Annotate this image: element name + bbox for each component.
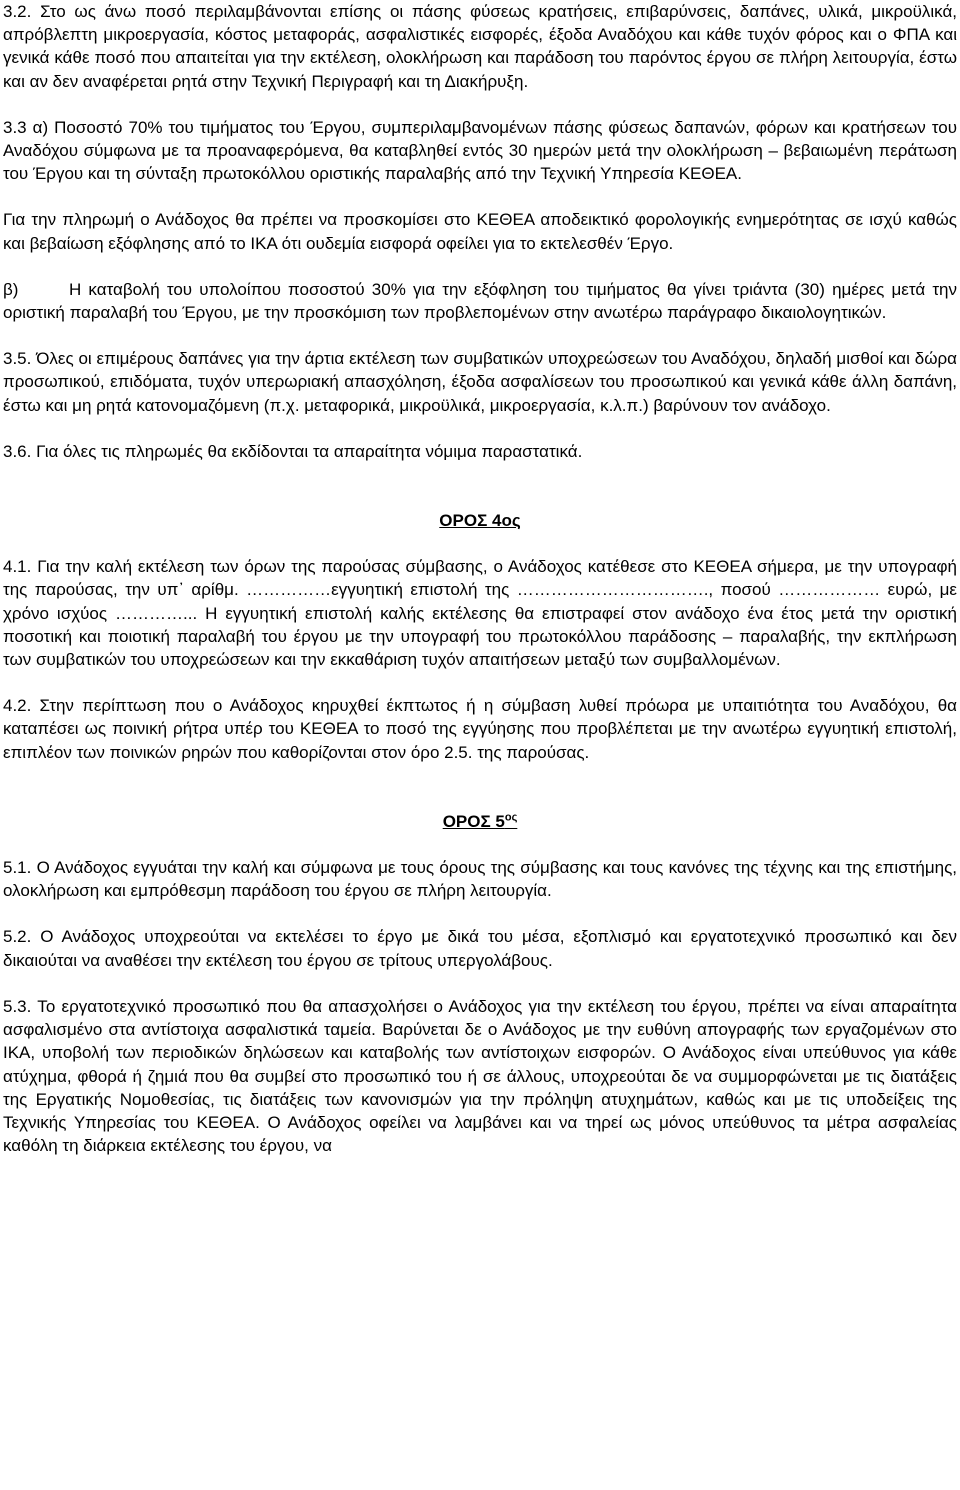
document-page bbox=[3, 0, 957, 1157]
heading-article-5-main: ΟΡΟΣ 5 bbox=[442, 811, 505, 831]
paragraph-3-5: 3.5. Όλες οι επιμέρους δαπάνες για την άρτια εκτέλεση των συμβατικών υποχρεώσεων του Αναδόχου, δηλαδή μισθοί και δώρα προσωπικού, επιδόματα, τυχόν υπερωριακή απασχόληση, έξοδα ασφαλίσεων του προσωπικού και γενικά κάθε άλλη δαπάνη, έστω και μη ρητά κατονομαζόμενη (π.χ. μεταφορικά, μικροϋλικά, μικροεργασία, κ.λ.π.) βαρύνουν τον ανάδοχο. bbox=[3, 349, 957, 415]
heading-article-5 bbox=[3, 810, 957, 833]
heading-article-4: ΟΡΟΣ 4ος bbox=[439, 511, 521, 531]
paragraph-4-2: 4.2. Στην περίπτωση που ο Ανάδοχος κηρυχθεί έκπτωτος ή η σύμβαση λυθεί πρόωρα με υπαιτιότητα του Αναδόχου, θα καταπέσει ως ποινική ρήτρα υπέρ του ΚΕΘΕΑ το ποσό της εγγύησης που προβλέπεται με την ανωτέρω εγγυητική επιστολή, επιπλέον των ποινικών ρηρών που καθορίζονται στον όρο 2.5. της παρούσας. bbox=[3, 696, 957, 762]
paragraph-5-2: 5.2. Ο Ανάδοχος υποχρεούται να εκτελέσει το έργο με δικά του μέσα, εξοπλισμό και εργατοτεχνικό προσωπικό και δεν δικαιούται να αναθέσει την εκτέλεση του έργου σε τρίτους υπεργολάβους. bbox=[3, 927, 957, 970]
paragraph-3-6: 3.6. Για όλες τις πληρωμές θα εκδίδονται τα απαραίτητα νόμιμα παραστατικά. bbox=[3, 441, 583, 461]
paragraph-4-1: 4.1. Για την καλή εκτέλεση των όρων της παρούσας σύμβασης, ο Ανάδοχος κατέθεσε στο ΚΕΘΕΑ σήμερα, με την υπογραφή της παρούσας, την υπ᾽ αρίθμ. ……………εγγυητική επιστολή της ……………………………., ποσού ……………… ευρώ, με χρόνο ισχύος …………... Η εγγυητική επιστολή καλής εκτέλεσης θα επιστραφεί στον ανάδοχο ένα έτος μετά την οριστική ποσοτική και ποιοτική παραλαβή του έργου με την υπογραφή του πρωτοκόλλου παράδοσης – παραλαβής, την εκπλήρωση των συμβατικών του υποχρεώσεων και την εκκαθάριση τυχόν απαιτήσεων μεταξύ των συμβαλλομένων. bbox=[3, 557, 957, 670]
paragraph-5-3: 5.3. Το εργατοτεχνικό προσωπικό που θα απασχολήσει ο Ανάδοχος για την εκτέλεση του έργου, πρέπει να είναι απαραίτητα ασφαλισμένο στα αντίστοιχα ασφαλιστικά ταμεία. Βαρύνεται δε ο Ανάδοχος με την ευθύνη απογραφής των εργαζομένων στο ΙΚΑ, υποβολή των περιοδικών δηλώσεων και καταβολής των αντίστοιχων εισφορών. Ο Ανάδοχος είναι υπεύθυνος για κάθε ατύχημα, φθορά ή ζημιά που θα συμβεί στο προσωπικό του ή σε άλλους, υποχρεούται δε να συμμορφώνεται με τις διατάξεις της Εργατικής Νομοθεσίας, τις διατάξεις των κανονισμών για την πρόληψη ατυχημάτων, καθώς και με τις υποδείξεις της Τεχνικής Υπηρεσίας του ΚΕΘΕΑ. Ο Ανάδοχος οφείλει να λαμβάνει και να τηρεί ως μόνος υπεύθυνος τα μέτρα ασφαλείας καθόλη τη διάρκεια εκτέλεσης του έργου, να bbox=[3, 996, 957, 1156]
paragraph-3-3-b-label: β) bbox=[3, 279, 19, 299]
paragraph-5-1: 5.1. Ο Ανάδοχος εγγυάται την καλή και σύμφωνα με τους όρους της σύμβασης και τους κανόνες της τέχνης και της επιστήμης, ολοκλήρωση και εμπρόθεσμη παράδοση του έργου σε πλήρη λειτουργία. bbox=[3, 858, 957, 901]
heading-article-5-sup: ος bbox=[504, 811, 518, 824]
paragraph-3-2: 3.2. Στο ως άνω ποσό περιλαμβάνονται επίσης οι πάσης φύσεως κρατήσεις, επιβαρύνσεις, δαπάνες, υλικά, μικροϋλικά, απρόβλεπτη μικροεργασία, κόστος μεταφοράς, ασφαλιστικές εισφορές, έξοδα Αναδόχου και κάθε τυχόν φόρος και ο ΦΠΑ και γενικά κάθε ποσό που απαιτείται για την εκτέλεση, ολοκλήρωση και παράδοση του παρόντος έργου σε πλήρη λειτουργία, έστω και αν δεν αναφέρεται ρητά στην Τεχνική Περιγραφή και τη Διακήρυξη. bbox=[3, 2, 957, 91]
paragraph-3-3-a: 3.3 α) Ποσοστό 70% του τιμήματος του Έργου, συμπεριλαμβανομένων πάσης φύσεως δαπανών, φόρων και κρατήσεων του Αναδόχου σύμφωνα με τα προαναφερόμενα, θα καταβληθεί εντός 30 ημερών μετά την ολοκλήρωση – βεβαιωμένη περάτωση του Έργου και τη σύνταξη πρωτοκόλλου οριστικής παραλαβής από την Τεχνική Υπηρεσία ΚΕΘΕΑ. bbox=[3, 117, 957, 184]
paragraph-payment: Για την πληρωμή ο Ανάδοχος θα πρέπει να προσκομίσει στο ΚΕΘΕΑ αποδεικτικό φορολογικής ενημερότητας σε ισχύ καθώς και βεβαίωση εξόφλησης από το ΙΚΑ ότι ουδεμία εισφορά οφείλει για το εκτελεσθέν Έργο. bbox=[3, 210, 957, 253]
paragraph-3-3-b bbox=[3, 278, 957, 324]
paragraph-3-3-b-text: Η καταβολή του υπολοίπου ποσοστού 30% για την εξόφληση του τιμήματος θα γίνει τριάντα (30) ημέρες μετά την οριστική παραλαβή του Έργου, με την προσκόμιση των προβλεπομένων στην ανωτέρω παράγραφο δικαιολογητικών. bbox=[3, 279, 957, 323]
